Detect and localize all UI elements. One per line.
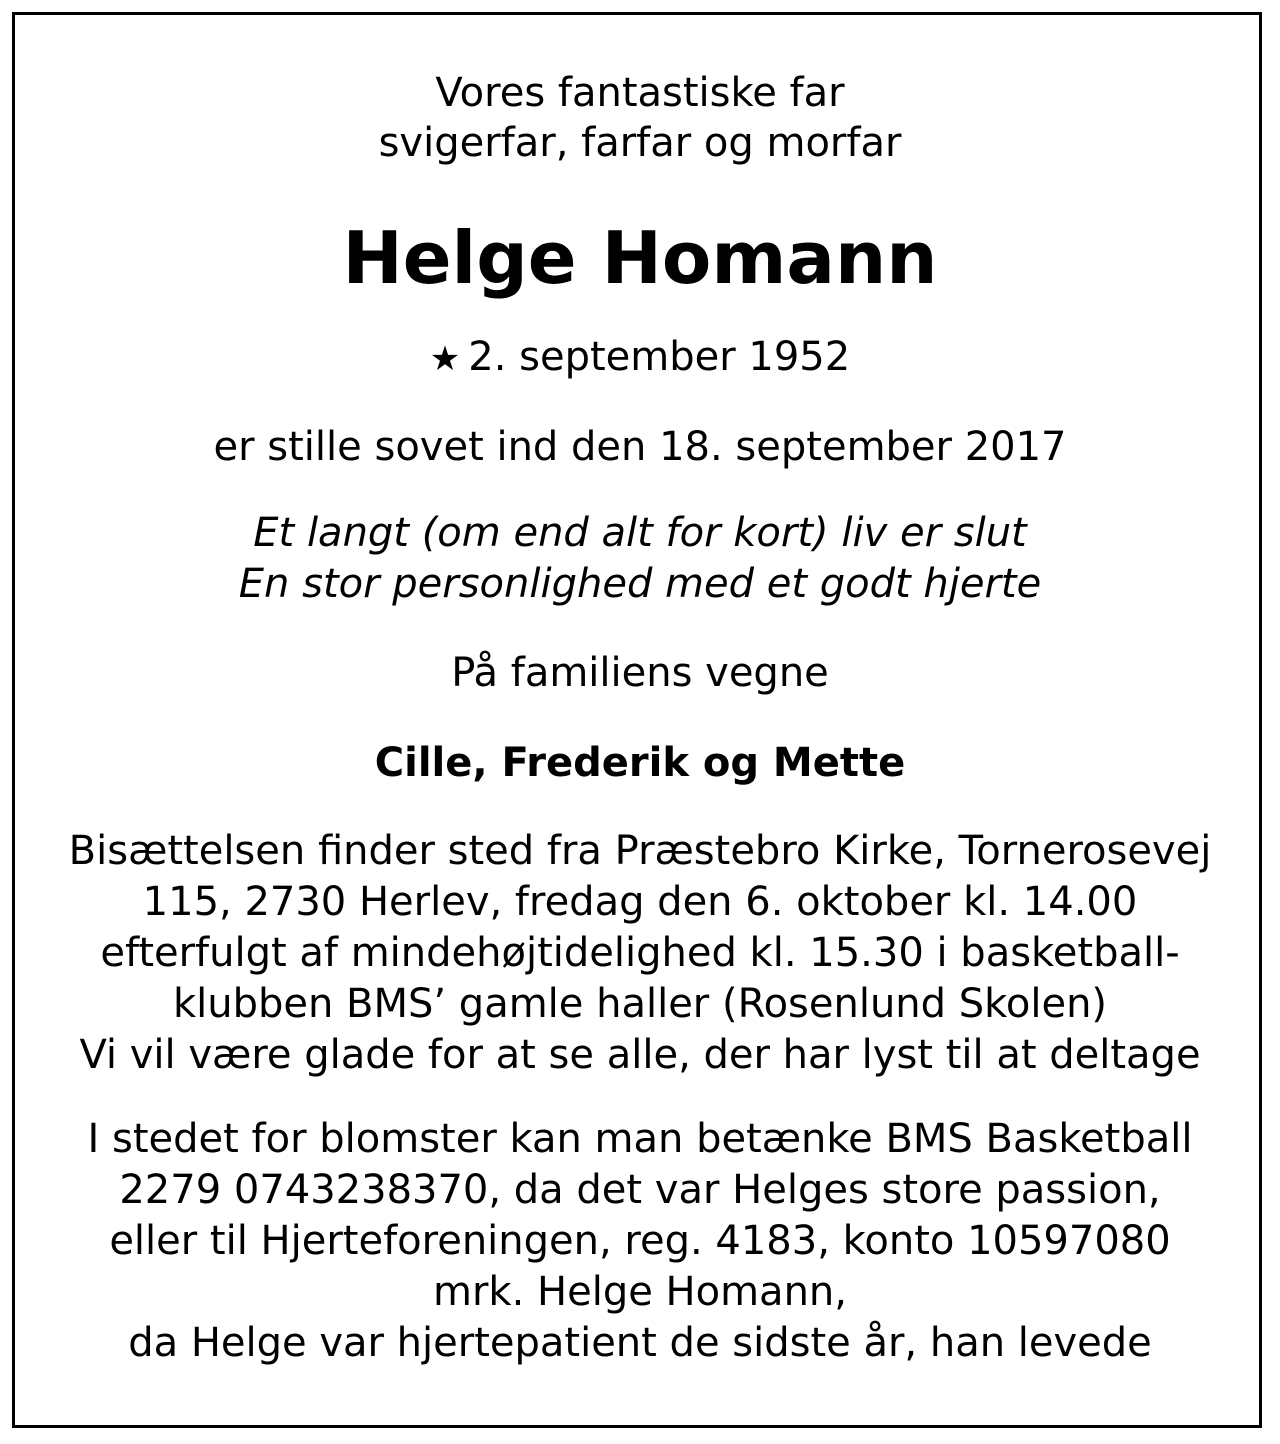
intro-line-1: Vores fantastiske far bbox=[435, 70, 845, 116]
ceremony-line-5: Vi vil være glade for at se alle, der har lyst til at deltage bbox=[79, 1032, 1201, 1078]
death-text: er stille sovet ind den 18. september 2017 bbox=[213, 424, 1067, 470]
ceremony-line-1: Bisættelsen finder sted fra Præstebro Kirke, Tornerosevej bbox=[68, 828, 1212, 874]
donation-line-4: mrk. Helge Homann, bbox=[433, 1269, 847, 1315]
birth-date-text: 2. september 1952 bbox=[468, 334, 851, 380]
intro-line-2: svigerfar, farfar og morfar bbox=[378, 120, 902, 166]
signers: Cille, Frederik og Mette bbox=[374, 740, 906, 786]
quote-line-1: Et langt (om end alt for kort) liv er slut bbox=[253, 510, 1027, 556]
ceremony-line-3: efterfulgt af mindehøjtidelighed kl. 15.30 i basketball- bbox=[100, 930, 1180, 976]
intro-text bbox=[0, 68, 1280, 168]
birth-date bbox=[0, 332, 1280, 384]
quote-line-2: En stor personlighed med et godt hjerte bbox=[238, 561, 1042, 607]
on-behalf-text: På familiens vegne bbox=[451, 650, 829, 696]
donation-line-5: da Helge var hjertepatient de sidste år, han levede bbox=[128, 1320, 1152, 1366]
ceremony-line-4: klubben BMS’ gamle haller (Rosenlund Skolen) bbox=[172, 981, 1108, 1027]
deceased-name: Helge Homann bbox=[342, 216, 938, 300]
memorial-quote bbox=[0, 508, 1280, 610]
donation-line-1: I stedet for blomster kan man betænke BMS Basketball bbox=[87, 1116, 1193, 1162]
donation-line-2: 2279 0743238370, da det var Helges store passion, bbox=[119, 1167, 1161, 1213]
ceremony-details bbox=[0, 826, 1280, 1081]
donation-details bbox=[0, 1114, 1280, 1369]
donation-line-3: eller til Hjerteforeningen, reg. 4183, konto 10597080 bbox=[109, 1218, 1171, 1264]
star-icon: ★ bbox=[429, 339, 461, 379]
ceremony-line-2: 115, 2730 Herlev, fredag den 6. oktober kl. 14.00 bbox=[142, 879, 1138, 925]
